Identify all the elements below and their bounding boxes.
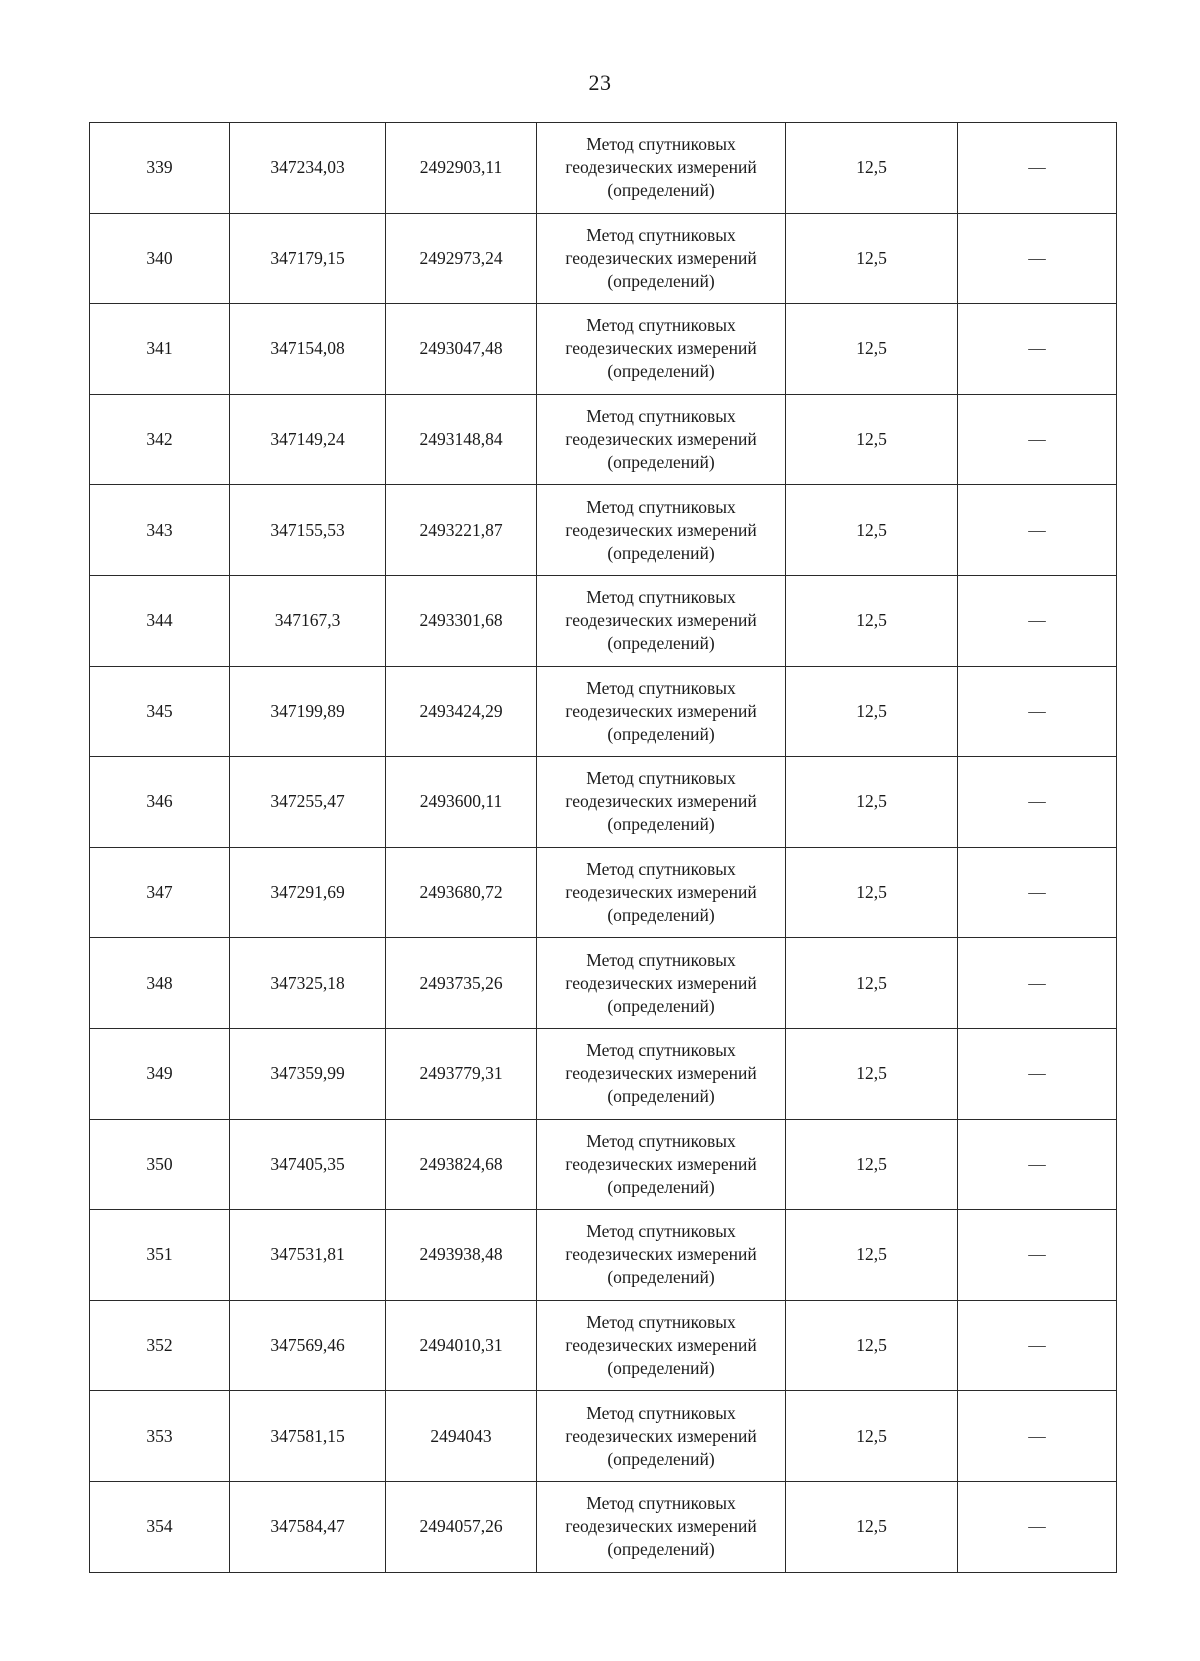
dash-placeholder: — (1028, 1063, 1046, 1084)
y-coordinate-cell: 2493424,29 (386, 666, 537, 757)
y-coordinate-cell: 2494057,26 (386, 1481, 537, 1572)
dash-placeholder: — (1028, 519, 1046, 540)
x-coordinate-cell: 347255,47 (230, 757, 386, 848)
method-cell: Метод спутниковых геодезических измерений (определений) (537, 304, 786, 395)
x-coordinate-cell: 347154,08 (230, 304, 386, 395)
y-coordinate-cell: 2494043 (386, 1391, 537, 1482)
table-row (90, 1391, 1117, 1482)
y-coordinate-cell: 2493301,68 (386, 575, 537, 666)
table-row (90, 666, 1117, 757)
table-row (90, 575, 1117, 666)
dash-placeholder: — (1028, 157, 1046, 178)
table-row (90, 213, 1117, 304)
point-number-cell: 347 (90, 847, 230, 938)
dash-placeholder: — (1028, 610, 1046, 631)
x-coordinate-cell: 347179,15 (230, 213, 386, 304)
method-cell: Метод спутниковых геодезических измерений (определений) (537, 394, 786, 485)
method-cell: Метод спутниковых геодезических измерений (определений) (537, 1481, 786, 1572)
table-row (90, 847, 1117, 938)
point-number-cell: 353 (90, 1391, 230, 1482)
table-row (90, 1481, 1117, 1572)
x-coordinate-cell: 347569,46 (230, 1300, 386, 1391)
dash-placeholder: — (1028, 1425, 1046, 1446)
method-cell: Метод спутниковых геодезических измерений (определений) (537, 1119, 786, 1210)
dash-placeholder: — (1028, 700, 1046, 721)
dash-placeholder: — (1028, 972, 1046, 993)
x-coordinate-cell: 347155,53 (230, 485, 386, 576)
note-cell (958, 847, 1117, 938)
accuracy-cell: 12,5 (786, 485, 958, 576)
x-coordinate-cell: 347291,69 (230, 847, 386, 938)
y-coordinate-cell: 2493680,72 (386, 847, 537, 938)
x-coordinate-cell: 347581,15 (230, 1391, 386, 1482)
point-number-cell: 354 (90, 1481, 230, 1572)
method-cell: Метод спутниковых геодезических измерений (определений) (537, 757, 786, 848)
note-cell (958, 1391, 1117, 1482)
point-number-cell: 350 (90, 1119, 230, 1210)
note-cell (958, 394, 1117, 485)
method-cell: Метод спутниковых геодезических измерений (определений) (537, 1300, 786, 1391)
y-coordinate-cell: 2492973,24 (386, 213, 537, 304)
method-cell: Метод спутниковых геодезических измерений (определений) (537, 485, 786, 576)
dash-placeholder: — (1028, 247, 1046, 268)
method-cell: Метод спутниковых геодезических измерений (определений) (537, 666, 786, 757)
y-coordinate-cell: 2494010,31 (386, 1300, 537, 1391)
table-body (90, 123, 1117, 1573)
accuracy-cell: 12,5 (786, 1300, 958, 1391)
point-number-cell: 348 (90, 938, 230, 1029)
table-row (90, 757, 1117, 848)
point-number-cell: 342 (90, 394, 230, 485)
point-number-cell: 352 (90, 1300, 230, 1391)
dash-placeholder: — (1028, 338, 1046, 359)
x-coordinate-cell: 347199,89 (230, 666, 386, 757)
table-row (90, 1028, 1117, 1119)
point-number-cell: 349 (90, 1028, 230, 1119)
point-number-cell: 339 (90, 123, 230, 214)
note-cell (958, 304, 1117, 395)
x-coordinate-cell: 347584,47 (230, 1481, 386, 1572)
point-number-cell: 351 (90, 1210, 230, 1301)
point-number-cell: 340 (90, 213, 230, 304)
x-coordinate-cell: 347234,03 (230, 123, 386, 214)
accuracy-cell: 12,5 (786, 666, 958, 757)
note-cell (958, 757, 1117, 848)
method-cell: Метод спутниковых геодезических измерений (определений) (537, 938, 786, 1029)
method-cell: Метод спутниковых геодезических измерений (определений) (537, 1210, 786, 1301)
y-coordinate-cell: 2493779,31 (386, 1028, 537, 1119)
x-coordinate-cell: 347405,35 (230, 1119, 386, 1210)
table-row (90, 485, 1117, 576)
accuracy-cell: 12,5 (786, 1028, 958, 1119)
method-cell: Метод спутниковых геодезических измерений (определений) (537, 213, 786, 304)
table-row (90, 1210, 1117, 1301)
dash-placeholder: — (1028, 1244, 1046, 1265)
method-cell: Метод спутниковых геодезических измерений (определений) (537, 123, 786, 214)
table-row (90, 394, 1117, 485)
dash-placeholder: — (1028, 882, 1046, 903)
accuracy-cell: 12,5 (786, 123, 958, 214)
note-cell (958, 1028, 1117, 1119)
x-coordinate-cell: 347149,24 (230, 394, 386, 485)
accuracy-cell: 12,5 (786, 304, 958, 395)
coordinates-table (89, 122, 1117, 1573)
method-cell: Метод спутниковых геодезических измерений (определений) (537, 575, 786, 666)
accuracy-cell: 12,5 (786, 757, 958, 848)
y-coordinate-cell: 2493824,68 (386, 1119, 537, 1210)
x-coordinate-cell: 347531,81 (230, 1210, 386, 1301)
table-row (90, 123, 1117, 214)
note-cell (958, 1300, 1117, 1391)
y-coordinate-cell: 2493600,11 (386, 757, 537, 848)
page-number: 23 (588, 70, 612, 95)
method-cell: Метод спутниковых геодезических измерений (определений) (537, 847, 786, 938)
note-cell (958, 575, 1117, 666)
y-coordinate-cell: 2493938,48 (386, 1210, 537, 1301)
x-coordinate-cell: 347325,18 (230, 938, 386, 1029)
note-cell (958, 666, 1117, 757)
accuracy-cell: 12,5 (786, 213, 958, 304)
point-number-cell: 344 (90, 575, 230, 666)
dash-placeholder: — (1028, 1516, 1046, 1537)
accuracy-cell: 12,5 (786, 1391, 958, 1482)
note-cell (958, 1481, 1117, 1572)
note-cell (958, 1210, 1117, 1301)
table-row (90, 938, 1117, 1029)
note-cell (958, 213, 1117, 304)
note-cell (958, 938, 1117, 1029)
point-number-cell: 343 (90, 485, 230, 576)
dash-placeholder: — (1028, 429, 1046, 450)
dash-placeholder: — (1028, 791, 1046, 812)
method-cell: Метод спутниковых геодезических измерений (определений) (537, 1391, 786, 1482)
x-coordinate-cell: 347359,99 (230, 1028, 386, 1119)
accuracy-cell: 12,5 (786, 394, 958, 485)
method-cell: Метод спутниковых геодезических измерений (определений) (537, 1028, 786, 1119)
point-number-cell: 345 (90, 666, 230, 757)
dash-placeholder: — (1028, 1335, 1046, 1356)
accuracy-cell: 12,5 (786, 575, 958, 666)
table-row (90, 304, 1117, 395)
note-cell (958, 485, 1117, 576)
accuracy-cell: 12,5 (786, 938, 958, 1029)
point-number-cell: 346 (90, 757, 230, 848)
accuracy-cell: 12,5 (786, 1119, 958, 1210)
accuracy-cell: 12,5 (786, 1481, 958, 1572)
table-row (90, 1119, 1117, 1210)
accuracy-cell: 12,5 (786, 1210, 958, 1301)
y-coordinate-cell: 2493148,84 (386, 394, 537, 485)
point-number-cell: 341 (90, 304, 230, 395)
note-cell (958, 123, 1117, 214)
table-row (90, 1300, 1117, 1391)
y-coordinate-cell: 2492903,11 (386, 123, 537, 214)
dash-placeholder: — (1028, 1153, 1046, 1174)
accuracy-cell: 12,5 (786, 847, 958, 938)
y-coordinate-cell: 2493221,87 (386, 485, 537, 576)
y-coordinate-cell: 2493735,26 (386, 938, 537, 1029)
x-coordinate-cell: 347167,3 (230, 575, 386, 666)
y-coordinate-cell: 2493047,48 (386, 304, 537, 395)
note-cell (958, 1119, 1117, 1210)
